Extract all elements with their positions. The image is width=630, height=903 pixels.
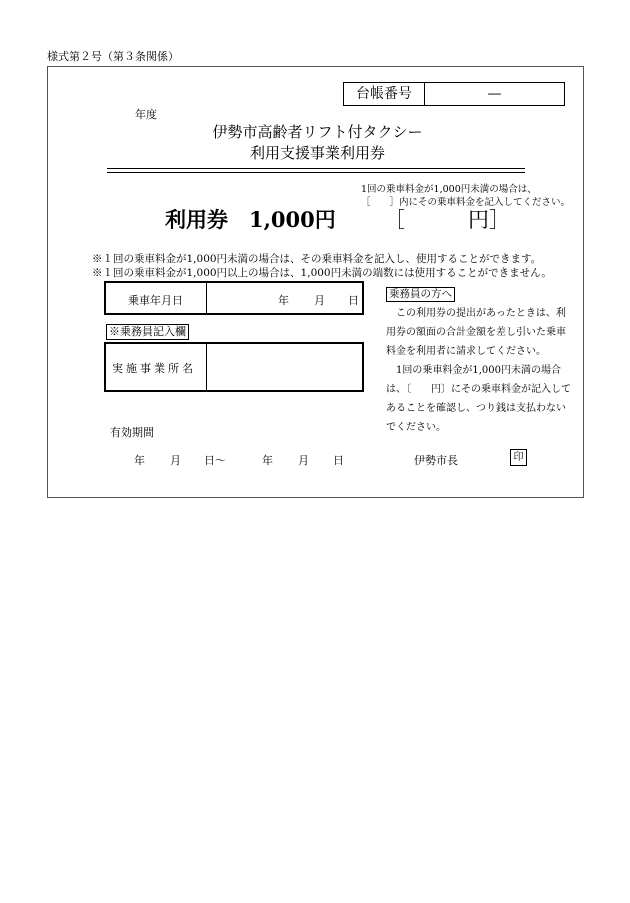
validity-to-day: 日 [333, 454, 344, 467]
staff-entry-label: ※乗務員記入欄 [106, 324, 189, 340]
seal-mark: 印 [510, 449, 527, 466]
issuer-name: 伊勢市長 [414, 454, 458, 467]
validity-to-year: 年 [262, 454, 273, 467]
office-name-label: 実施事業所名 [112, 362, 196, 375]
ticket-fill-amount: ［ 円］ [384, 208, 510, 232]
form-label: 様式第２号（第３条関係） [47, 50, 179, 63]
notice-line-1: ※１回の乗車料金が1,000円未満の場合は、その乗車料金を記入し、使用することができます。 [92, 253, 542, 265]
validity-to-month: 月 [298, 454, 309, 467]
validity-from-month: 月 [170, 454, 181, 467]
driver-note-body [386, 304, 572, 437]
title-rule-bottom [107, 172, 525, 173]
ride-date-month: 月 [314, 294, 325, 307]
validity-from-day: 日〜 [204, 454, 226, 467]
driver-note-paragraph-1: この利用券の提出があったときは、利用券の額面の合計金額を差し引いた乗車料金を利用者に請求してください。 [386, 308, 566, 357]
ledger-number-label: 台帳番号 [344, 83, 425, 105]
notice-line-2: ※１回の乗車料金が1,000円以上の場合は、1,000円未満の端数には使用することができません。 [92, 267, 552, 279]
ledger-number-box [343, 82, 565, 106]
ride-date-label: 乗車年月日 [128, 294, 183, 307]
title-line-1: 伊勢市高齢者リフト付タクシー [212, 123, 423, 141]
ride-date-year: 年 [278, 294, 289, 307]
validity-label: 有効期間 [110, 426, 154, 439]
title-line-2: 利用支援事業利用券 [249, 144, 385, 162]
side-note-line-2: ［ ］内にその乗車料金を記入してください。 [361, 197, 571, 208]
validity-from-year: 年 [134, 454, 145, 467]
side-note-line-1: 1回の乗車料金が1,000円未満の場合は、 [361, 184, 537, 195]
title-rule-top [107, 168, 525, 169]
driver-note-paragraph-2: 1回の乗車料金が1,000円未満の場合は、〔 円〕にその乗車料金が記入してあることを確認し、つり銭は支払わないでください。 [386, 365, 571, 433]
fiscal-year-label: 年度 [135, 108, 157, 121]
ride-date-divider [206, 283, 207, 313]
ride-date-box [104, 281, 364, 315]
office-name-divider [206, 344, 207, 390]
ticket-amount: 利用券 1,000円 [165, 207, 336, 232]
driver-note-title: 乗務員の方へ [386, 287, 455, 302]
ride-date-day: 日 [348, 294, 359, 307]
ledger-number-value: — [487, 86, 502, 102]
office-name-box [104, 342, 364, 392]
